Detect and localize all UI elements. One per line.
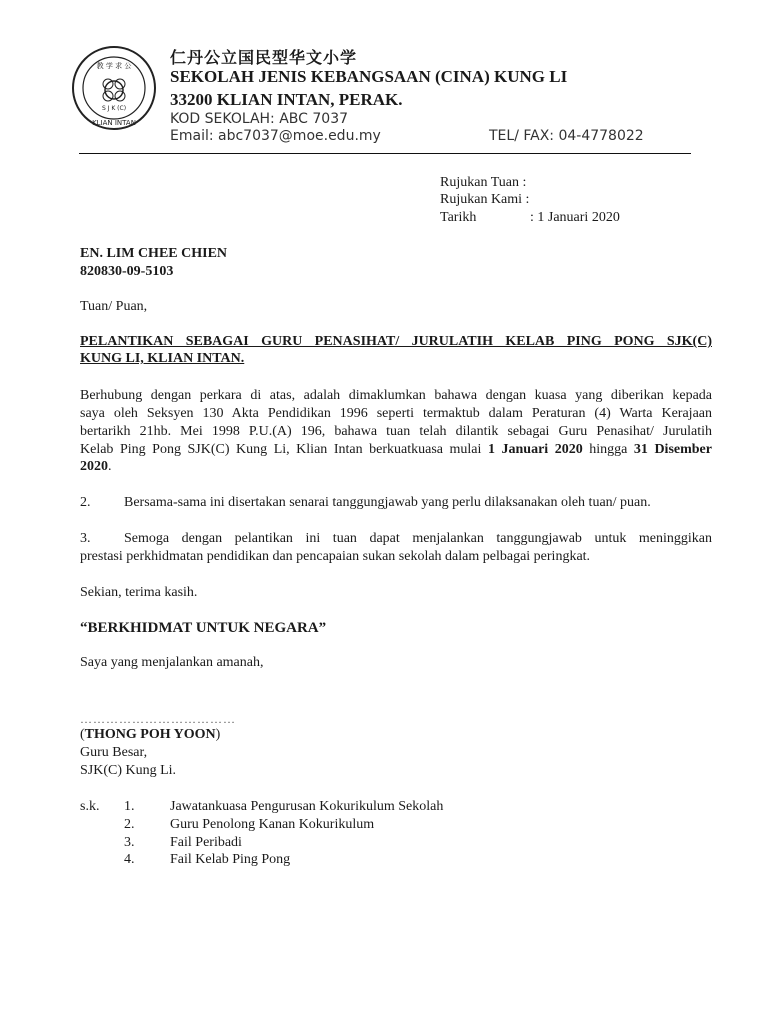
cc-item-text: Fail Peribadi bbox=[170, 835, 242, 850]
signatory-school: SJK(C) Kung Li. bbox=[80, 763, 177, 778]
paragraph-1-line-3: bertarikh 21hb. Mei 1998 P.U.(A) 196, bahawa tuan telah dilantik sebagai Guru Penasihat/ Jurulatih bbox=[80, 424, 712, 439]
paragraph-1-line-1: Berhubung dengan perkara di atas, adalah dimaklumkan bahawa dengan kuasa yang diberikan kepada bbox=[80, 388, 712, 403]
start-date: 1 Januari 2020 bbox=[487, 442, 583, 457]
paragraph-1-line-2: saya oleh Seksyen 130 Akta Pendidikan 1996 seperti termaktub dalam Peraturan (4) Warta Kerajaan bbox=[80, 406, 712, 421]
signatory-open-paren: ( bbox=[80, 727, 85, 742]
recipient-id: 820830-09-5103 bbox=[80, 264, 174, 279]
school-tel-fax: TEL/ FAX: 04-4778022 bbox=[489, 128, 644, 144]
p1-text-c: hingga bbox=[582, 442, 634, 457]
cc-item-text: Jawatankuasa Pengurusan Kokurikulum Sekolah bbox=[170, 799, 444, 814]
p1-text-a: Kelab Ping Pong SJK(C) Kung Li, Klian Intan berkuatkuasa mulai bbox=[80, 442, 488, 457]
salutation: Tuan/ Puan, bbox=[80, 299, 148, 314]
signature-line: ……………………………… bbox=[80, 712, 236, 726]
paragraph-3-line-2: prestasi perkhidmatan pendidikan dan pencapaian sukan sekolah dalam pelbagai peringkat. bbox=[80, 549, 591, 564]
cc-item-number: 2. bbox=[124, 817, 135, 832]
paragraph-1-line-4 bbox=[80, 441, 712, 459]
crest-initials: S J K (C) bbox=[101, 105, 127, 112]
school-chinese-name: 仁丹公立国民型华文小学 bbox=[170, 48, 358, 67]
signatory bbox=[80, 727, 220, 743]
paragraph-2-text: Bersama-sama ini disertakan senarai tanggungjawab yang perlu dilaksanakan oleh tuan/ puan. bbox=[124, 495, 651, 510]
closing: Sekian, terima kasih. bbox=[80, 585, 198, 600]
paragraph-3-number: 3. bbox=[80, 531, 91, 546]
recipient-name: EN. LIM CHEE CHIEN bbox=[80, 246, 228, 261]
rujukan-kami-label: Rujukan Kami : bbox=[440, 192, 530, 207]
paragraph-1-line-5 bbox=[80, 459, 112, 475]
rujukan-tuan-label: Rujukan Tuan : bbox=[440, 175, 527, 190]
signoff: Saya yang menjalankan amanah, bbox=[80, 655, 264, 670]
end-date-part-2: 2020 bbox=[80, 459, 108, 474]
paragraph-2-number: 2. bbox=[80, 495, 91, 510]
tarikh-value: : 1 Januari 2020 bbox=[530, 210, 620, 225]
subject-heading bbox=[80, 333, 712, 351]
cc-item-number: 3. bbox=[124, 835, 135, 850]
end-date-part-1: 31 Disember bbox=[633, 442, 712, 457]
school-code: KOD SEKOLAH: ABC 7037 bbox=[170, 111, 349, 127]
school-email: Email: abc7037@moe.edu.my bbox=[170, 128, 381, 144]
cc-label: s.k. bbox=[80, 799, 100, 814]
crest-top-chars: 教 学 求 公 bbox=[96, 62, 132, 70]
cc-item-number: 4. bbox=[124, 852, 135, 867]
paragraph-3-line-1: Semoga dengan pelantikan ini tuan dapat menjalankan tanggungjawab untuk meninggikan bbox=[124, 531, 712, 546]
signatory-name: THONG POH YOON bbox=[84, 727, 216, 742]
letterhead-divider bbox=[79, 153, 691, 154]
p1-period: . bbox=[108, 459, 112, 474]
subject-line-2: KUNG LI, KLIAN INTAN. bbox=[80, 351, 245, 366]
school-name: SEKOLAH JENIS KEBANGSAAN (CINA) KUNG LI bbox=[170, 67, 568, 86]
subject-line-1: PELANTIKAN SEBAGAI GURU PENASIHAT/ JURULATIH KELAB PING PONG SJK(C) bbox=[80, 334, 712, 349]
tarikh-label: Tarikh bbox=[440, 210, 477, 225]
cc-item-text: Fail Kelab Ping Pong bbox=[170, 852, 291, 867]
signatory-title: Guru Besar, bbox=[80, 745, 148, 760]
cc-item-number: 1. bbox=[124, 799, 135, 814]
signatory-close-paren: ) bbox=[215, 727, 221, 742]
crest-ring-text: KLIAN INTAN bbox=[92, 119, 136, 127]
school-address: 33200 KLIAN INTAN, PERAK. bbox=[170, 90, 403, 109]
motto: “BERKHIDMAT UNTUK NEGARA” bbox=[80, 620, 327, 636]
school-crest-icon bbox=[70, 44, 158, 132]
cc-item-text: Guru Penolong Kanan Kokurikulum bbox=[170, 817, 375, 832]
